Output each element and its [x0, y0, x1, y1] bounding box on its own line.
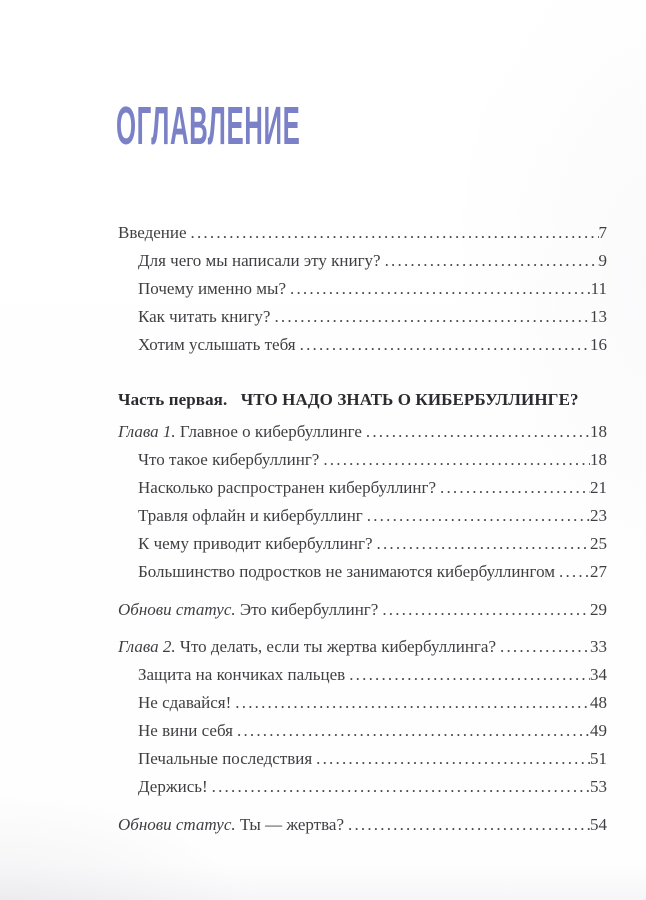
- dot-leader: [187, 219, 599, 247]
- toc-entry-page: 21: [590, 478, 607, 497]
- toc-entry: [118, 530, 607, 558]
- toc-entry-page: 48: [590, 693, 607, 712]
- toc-entry: [118, 474, 607, 502]
- toc-entry-label: Насколько распространен кибербуллинг?: [138, 478, 437, 497]
- toc-entry-text: [138, 331, 296, 359]
- toc-entry: [118, 689, 607, 717]
- toc-entry-label: Что делать, если ты жертва кибербуллинга?: [179, 637, 496, 656]
- dot-leader: [381, 247, 599, 275]
- toc-entry-text: [118, 596, 378, 624]
- toc-entry-page: 23: [590, 506, 607, 525]
- toc-entry-label: Это кибербуллинг?: [239, 600, 379, 619]
- toc-entry-prefix: Глава 2.: [118, 637, 180, 656]
- toc-entry-text: [138, 530, 373, 558]
- toc-entry: [118, 331, 607, 359]
- toc-entry-page: 49: [590, 721, 607, 740]
- dot-leader: [436, 474, 590, 502]
- toc-entry: [118, 386, 607, 414]
- toc-entry: [118, 275, 607, 303]
- toc-entry: [118, 247, 607, 275]
- toc-entry: [118, 745, 607, 773]
- dot-leader: [378, 596, 590, 624]
- toc-entry-text: [138, 745, 312, 773]
- dot-leader: [555, 558, 590, 586]
- toc-entry-label: К чему приводит кибербуллинг?: [138, 534, 373, 553]
- toc-entry-text: [138, 689, 231, 717]
- toc-entry-page: 18: [590, 422, 607, 441]
- toc-entry: [118, 596, 607, 624]
- toc-entry: [118, 558, 607, 586]
- toc-entry-label: ЧТО НАДО ЗНАТЬ О КИБЕРБУЛЛИНГЕ?: [240, 390, 579, 409]
- toc-entry-text: [118, 633, 496, 661]
- dot-leader: [363, 502, 590, 530]
- toc-entry-label: Защита на кончиках пальцев: [138, 665, 346, 684]
- toc-entry-prefix: Часть первая.: [118, 390, 232, 409]
- toc-entry-label: Не вини себя: [138, 721, 233, 740]
- toc-entry-text: [138, 474, 436, 502]
- toc-entry: [118, 219, 607, 247]
- toc-entry-text: [138, 502, 363, 530]
- dot-leader: [362, 418, 590, 446]
- toc-entry-text: [138, 773, 208, 801]
- toc-entry: [118, 446, 607, 474]
- toc-entry-label: Большинство подростков не занимаются кибербуллингом: [138, 562, 556, 581]
- toc-entry-text: [138, 446, 319, 474]
- toc-entry-text: [118, 386, 579, 414]
- toc-entry-label: Не сдавайся!: [138, 693, 232, 712]
- toc-entry-prefix: Обнови статус.: [118, 600, 240, 619]
- toc-entry-page: 9: [598, 251, 607, 270]
- toc-entry-text: [118, 811, 344, 839]
- toc-entry-label: Печальные последствия: [138, 749, 313, 768]
- dot-leader: [319, 446, 590, 474]
- dot-leader: [496, 633, 590, 661]
- toc-entry-page: 33: [590, 637, 607, 656]
- page-title: ОГЛАВЛЕНИЕ: [116, 96, 301, 157]
- toc-entry-label: Почему именно мы?: [138, 279, 287, 298]
- toc-entry-text: [138, 247, 381, 275]
- dot-leader: [296, 331, 590, 359]
- toc-entry-text: [138, 558, 555, 586]
- toc-entry-page: 11: [590, 279, 607, 298]
- dot-leader: [270, 303, 590, 331]
- toc-entry-text: [138, 275, 286, 303]
- dot-leader: [312, 745, 590, 773]
- dot-leader: [345, 661, 590, 689]
- toc-entry: [118, 661, 607, 689]
- toc-entry-text: [118, 418, 362, 446]
- toc-entry-label: Травля офлайн и кибербуллинг: [138, 506, 363, 525]
- toc-entry-label: Хотим услышать тебя: [138, 335, 296, 354]
- toc-entry-page: 18: [590, 450, 607, 469]
- toc-entry-page: 13: [590, 307, 607, 326]
- toc-entry-text: [138, 661, 345, 689]
- toc-entry-label: Для чего мы написали эту книгу?: [138, 251, 381, 270]
- toc-entry-label: Введение: [118, 223, 187, 242]
- toc-entry-label: Держись!: [138, 777, 208, 796]
- toc-entry-label: Главное о кибербуллинге: [179, 422, 362, 441]
- toc-entry-label: Ты — жертва?: [239, 815, 344, 834]
- toc-entry: [118, 418, 607, 446]
- toc-entry-page: 29: [590, 600, 607, 619]
- toc-entry-page: 51: [590, 749, 607, 768]
- toc-entry-label: Как читать книгу?: [138, 307, 271, 326]
- toc-entry-prefix: Глава 1.: [118, 422, 180, 441]
- toc-entry-text: [138, 303, 270, 331]
- toc-entry-page: 25: [590, 534, 607, 553]
- toc-entry-page: 27: [590, 562, 607, 581]
- dot-leader: [344, 811, 590, 839]
- toc-entry-label: Что такое кибербуллинг?: [138, 450, 320, 469]
- dot-leader: [231, 689, 590, 717]
- dot-leader: [286, 275, 591, 303]
- toc-entry: [118, 303, 607, 331]
- toc-entry-text: [138, 717, 233, 745]
- toc-entry-page: 34: [590, 665, 607, 684]
- dot-leader: [208, 773, 590, 801]
- toc-entry-prefix: Обнови статус.: [118, 815, 240, 834]
- toc-entry: [118, 633, 607, 661]
- dot-leader: [233, 717, 590, 745]
- toc-entry-page: 53: [590, 777, 607, 796]
- toc-entry-page: 7: [598, 223, 607, 242]
- toc-entry: [118, 502, 607, 530]
- toc-list: [118, 219, 607, 839]
- dot-leader: [373, 530, 591, 558]
- toc-entry-page: 54: [590, 815, 607, 834]
- toc-entry-text: [118, 219, 187, 247]
- toc-entry: [118, 717, 607, 745]
- toc-entry: [118, 811, 607, 839]
- toc-entry: [118, 773, 607, 801]
- toc-entry-page: 16: [590, 335, 607, 354]
